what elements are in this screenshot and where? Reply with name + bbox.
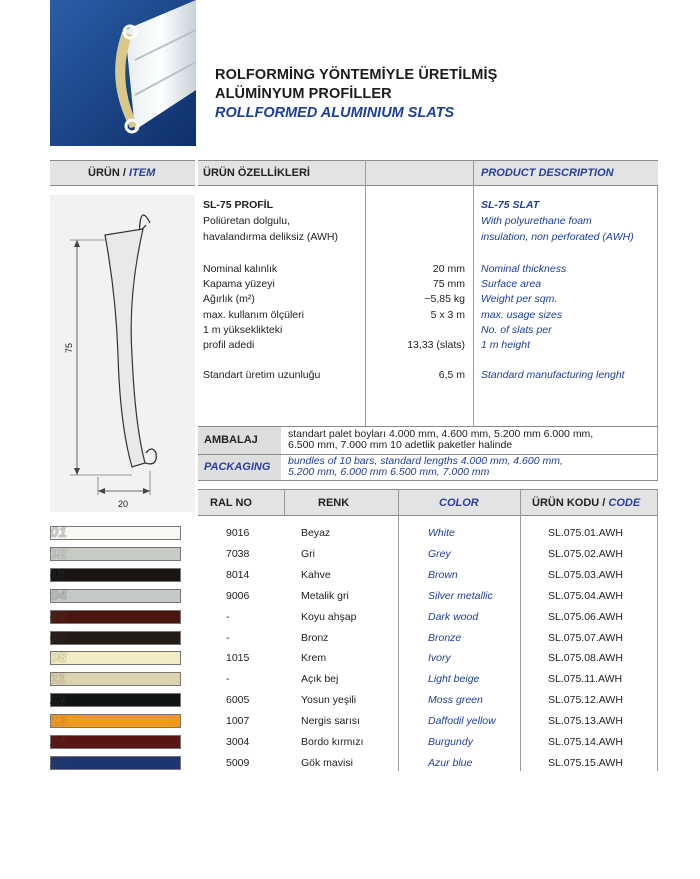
ral-number: - xyxy=(226,673,230,686)
spec-label-en: Nominal thickness xyxy=(481,263,567,275)
spec-label-tr: Nominal kalınlık xyxy=(203,263,278,275)
ral-number: 3004 xyxy=(226,736,250,748)
color-swatch xyxy=(50,628,181,646)
color-name-tr: Gök mavisi xyxy=(301,756,353,769)
color-number: 06 xyxy=(50,607,67,625)
length-label-en: Standard manufacturing lenght xyxy=(481,369,625,381)
product-code: SL.075.14.AWH xyxy=(548,736,623,748)
col-ral: RAL NO xyxy=(210,497,252,509)
spec-value: 75 mm xyxy=(432,278,465,291)
color-swatch xyxy=(50,651,181,665)
color-name-tr: Nergis sarısı xyxy=(301,715,360,728)
color-name-en: White xyxy=(428,527,455,539)
col-code-tr: ÜRÜN KODU / xyxy=(532,497,606,509)
product-code: SL.075.08.AWH xyxy=(548,652,623,665)
color-table-header xyxy=(198,489,658,516)
spec-value: ~5,85 kg xyxy=(424,293,465,306)
product-code: SL.075.15.AWH xyxy=(548,756,623,769)
color-name-en: Bronze xyxy=(428,631,462,644)
ral-number: 9016 xyxy=(226,527,250,539)
spec-label-tr: Ağırlık (m²) xyxy=(203,293,255,306)
color-table-row xyxy=(198,691,658,712)
packaging-label-tr: AMBALAJ xyxy=(198,427,281,454)
color-swatch xyxy=(50,735,181,749)
color-table-row xyxy=(198,524,658,545)
packaging-text-tr-2: 6.500 mm, 7.000 mm 10 adetlik paketler halinde xyxy=(288,439,513,451)
color-number: 02 xyxy=(50,544,67,562)
product-code: SL.075.06.AWH xyxy=(548,610,623,623)
divider xyxy=(284,489,285,516)
color-table-row xyxy=(198,545,658,566)
color-table-row xyxy=(198,733,658,754)
title-en: ROLLFORMED ALUMINIUM SLATS xyxy=(215,105,455,121)
height-dimension-label: 75 xyxy=(64,342,74,353)
packaging-text-en-2: 5.200 mm, 6.000 mm 6.500 mm, 7.000 mm xyxy=(288,466,490,478)
spec-label-en: No. of slats per xyxy=(481,323,552,336)
color-swatch xyxy=(50,693,181,707)
color-name-en: Light beige xyxy=(428,673,480,686)
product-name-en: SL-75 SLAT xyxy=(481,199,540,211)
color-number: 07 xyxy=(50,628,67,646)
divider xyxy=(365,160,366,426)
spec-label-en: Weight per sqm. xyxy=(481,293,558,306)
color-swatch xyxy=(50,714,181,728)
color-table-row xyxy=(198,670,658,691)
color-table-row xyxy=(198,712,658,733)
ral-number: 1007 xyxy=(226,715,250,728)
ral-number: - xyxy=(226,610,230,623)
color-name-tr: Gri xyxy=(301,547,315,560)
ral-number: 8014 xyxy=(226,568,250,581)
color-table-row xyxy=(198,608,658,629)
color-number: 01 xyxy=(50,524,67,541)
col-color: COLOR xyxy=(439,497,479,509)
color-number: 03 xyxy=(50,565,67,583)
color-number: 04 xyxy=(50,586,67,604)
spec-label-tr: 1 m yükseklikteki xyxy=(203,323,283,336)
slat-profile-drawing xyxy=(50,195,195,512)
color-table-row xyxy=(198,629,658,650)
product-code: SL.075.13.AWH xyxy=(548,715,623,728)
color-name-tr: Kahve xyxy=(301,568,331,581)
color-name-tr: Açık bej xyxy=(301,673,339,686)
slat-photo xyxy=(50,0,196,146)
spec-label-tr: profil adedi xyxy=(203,339,255,351)
spec-value: 20 mm xyxy=(432,263,465,275)
length-label-tr: Standart üretim uzunluğu xyxy=(203,369,321,381)
spec-label-en: 1 m height xyxy=(481,339,531,351)
product-code: SL.075.02.AWH xyxy=(548,547,623,560)
length-value: 6,5 m xyxy=(438,369,465,381)
product-name-tr: SL-75 PROFİL xyxy=(203,199,274,211)
ral-number: 7038 xyxy=(226,547,250,560)
color-swatch xyxy=(50,544,181,562)
color-number: 11 xyxy=(50,670,66,688)
spec-label-tr: Kapama yüzeyi xyxy=(203,278,275,291)
header-item-en: ITEM xyxy=(128,167,156,179)
color-name-en: Brown xyxy=(428,568,458,581)
title-tr-line1: ROLFORMİNG YÖNTEMİYLE ÜRETİLMİŞ xyxy=(215,67,498,83)
color-name-en: Dark wood xyxy=(428,610,479,623)
ral-number: 6005 xyxy=(226,694,250,707)
color-name-en: Grey xyxy=(428,547,451,560)
color-swatch xyxy=(50,526,181,540)
color-name-en: Silver metallic xyxy=(428,589,493,602)
col-renk: RENK xyxy=(318,497,350,509)
product-desc-tr-1: Poliüretan dolgulu, xyxy=(203,215,290,227)
header-item-tr: ÜRÜN / xyxy=(88,167,126,179)
color-number: 15 xyxy=(50,753,67,771)
ral-number: 9006 xyxy=(226,589,250,602)
color-name-en: Daffodil yellow xyxy=(428,715,496,728)
color-name-en: Ivory xyxy=(428,652,451,665)
color-table-row xyxy=(198,566,658,587)
packaging-row-en xyxy=(198,455,658,480)
spec-value: 13,33 (slats) xyxy=(407,339,465,351)
color-name-en: Moss green xyxy=(428,694,483,707)
col-code-en: CODE xyxy=(608,497,641,509)
ral-number: 1015 xyxy=(226,652,250,665)
color-swatch xyxy=(50,753,181,771)
color-table-row xyxy=(198,754,658,775)
color-name-en: Burgundy xyxy=(428,736,473,748)
spec-label-en: Surface area xyxy=(481,278,542,291)
divider xyxy=(198,480,658,481)
color-swatch xyxy=(50,607,181,625)
product-code: SL.075.04.AWH xyxy=(548,589,623,602)
spec-label-tr: max. kullanım ölçüleri xyxy=(203,308,304,321)
color-number: 13 xyxy=(50,712,67,730)
header-features xyxy=(198,160,658,186)
color-number: 08 xyxy=(50,649,67,667)
color-table-row xyxy=(198,587,658,608)
color-name-tr: Metalik gri xyxy=(301,589,349,602)
header-product-description: PRODUCT DESCRIPTION xyxy=(481,167,614,179)
profile-cross-section xyxy=(50,195,195,512)
product-code: SL.075.01.AWH xyxy=(548,527,623,539)
product-code: SL.075.12.AWH xyxy=(548,694,623,707)
color-name-tr: Bronz xyxy=(301,631,329,644)
ral-number: - xyxy=(226,631,230,644)
width-dimension-label: 20 xyxy=(118,499,129,509)
product-desc-tr-2: havalandırma deliksiz (AWH) xyxy=(203,231,338,243)
title-tr-line2: ALÜMİNYUM PROFİLLER xyxy=(215,86,392,102)
color-table-row xyxy=(198,649,658,670)
color-name-tr: Beyaz xyxy=(301,527,331,539)
header-item xyxy=(50,160,195,186)
packaging-label-en: PACKAGING xyxy=(198,455,281,480)
spec-value: 5 x 3 m xyxy=(430,308,465,321)
packaging-text-tr-1: standart palet boyları 4.000 mm, 4.600 mm, 5.200 mm 6.000 mm, xyxy=(288,428,594,440)
color-name-tr: Bordo kırmızı xyxy=(301,736,364,748)
color-name-en: Azur blue xyxy=(428,756,473,769)
packaging-text-en-1: bundles of 10 bars, standard lengths 4.000 mm, 4.600 mm, xyxy=(288,455,563,467)
color-name-tr: Yosun yeşili xyxy=(301,694,357,707)
ral-number: 5009 xyxy=(226,756,250,769)
packaging-row-tr xyxy=(198,427,658,454)
product-desc-en-1: With polyurethane foam xyxy=(481,215,592,227)
color-number: 12 xyxy=(50,691,67,709)
divider xyxy=(473,160,474,426)
product-desc-en-2: insulation, non perforated (AWH) xyxy=(481,231,634,243)
color-swatch xyxy=(50,586,181,604)
color-name-tr: Krem xyxy=(301,652,327,665)
color-number: 14 xyxy=(50,733,67,750)
product-code: SL.075.11.AWH xyxy=(548,673,623,686)
spec-label-en: max. usage sizes xyxy=(481,308,563,321)
color-swatch xyxy=(50,565,181,583)
header-features-label: ÜRÜN ÖZELLİKLERİ xyxy=(203,167,310,179)
title-block xyxy=(215,66,497,123)
color-name-tr: Koyu ahşap xyxy=(301,610,357,623)
color-swatch xyxy=(50,672,181,686)
product-code: SL.075.03.AWH xyxy=(548,568,623,581)
product-code: SL.075.07.AWH xyxy=(548,631,623,644)
